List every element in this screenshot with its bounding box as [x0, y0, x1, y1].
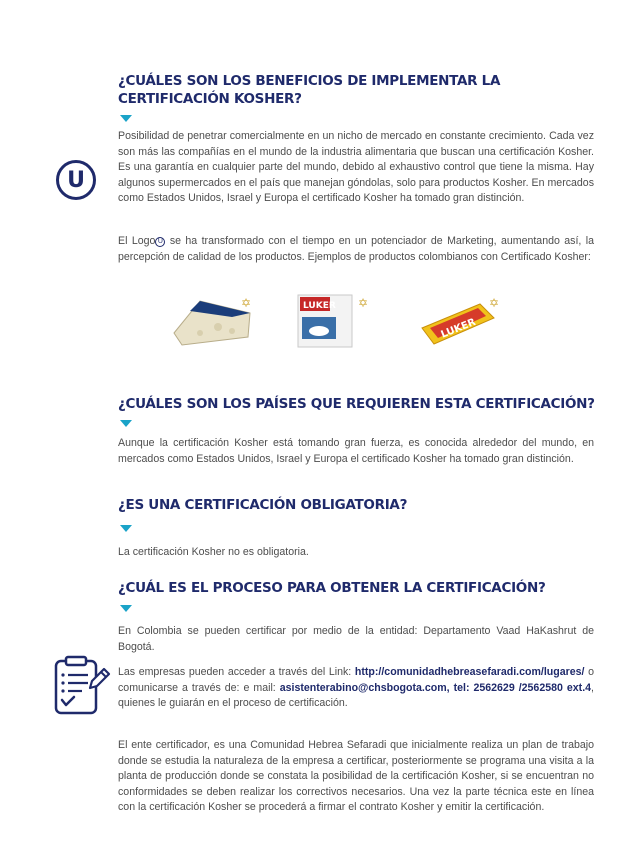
section3-paragraph: La certificación Kosher no es obligatoria. [118, 546, 309, 558]
chevron-down-icon [120, 420, 132, 427]
section2-paragraph: Aunque la certificación Kosher está tomando gran fuerza, es conocida alrededor del mundo, en mercados como Estados Unidos, Israel y Europa el certificado Kosher ha tomado gran distinción. [118, 437, 594, 465]
section1-title-line1: ¿CUÁLES SON LOS BENEFICIOS DE IMPLEMENTAR LA [118, 73, 501, 89]
section1-paragraph2: El Logo U se ha transformado con el tiempo en un potenciador de Marketing, aumentando así, la percepción de calidad de los productos. Ejemplos de productos colombianos con Certificado Kosher: [118, 235, 595, 263]
comunidad-link[interactable]: http://comunidadhebreasefaradi.com/lugares/ [354, 666, 585, 678]
star-of-david-icon: ✡ [358, 296, 369, 310]
section4-paragraph1: En Colombia se pueden certificar por medio de la entidad: Departamento Vaad HaKashrut de Bogotá. [118, 625, 594, 653]
section2-title: ¿CUÁLES SON LOS PAÍSES QUE REQUIEREN ESTA CERTIFICACIÓN? [118, 396, 595, 412]
section4-paragraph2: Las empresas pueden acceder a través del Link: http://comunidadhebreasefaradi.com/lugares/ o comunicarse a través de: e mail: asistenterabino@chsbogota.com, tel: 2562629 /2562580 ext.4, quienes le guiarán en el proceso de certificación. [118, 666, 595, 710]
section1-paragraph1: Posibilidad de penetrar comercialmente en un nicho de mercado en constante crecimiento. Cada vez son más las compañías en el mundo de la industria alimentaria que buscan una certificación Kosher. Es una garantía en cualquier parte del mundo, debido al exhaustivo control que tiene la misma. Hay algunos supermercados en el país que manejan góndolas, solo para productos Kosher. En mercados como Estados Unidos, Israel y Europa el certificado Kosher ha tomado gran distinción. [118, 130, 594, 205]
chevron-down-icon [120, 525, 132, 532]
product-luker-bar-label: LUKER [439, 316, 478, 341]
product-image-luker-bar [420, 298, 496, 348]
kosher-logo-icon: U [155, 237, 165, 247]
chevron-down-icon [120, 605, 132, 612]
section3-title: ¿ES UNA CERTIFICACIÓN OBLIGATORIA? [118, 497, 408, 513]
product-luker-label: LUKER [303, 301, 336, 311]
kosher-u-icon: U [56, 160, 96, 200]
chevron-down-icon [120, 115, 132, 122]
product-image-luker-box [292, 293, 358, 349]
section4-title: ¿CUÁL ES EL PROCESO PARA OBTENER LA CERTIFICACIÓN? [118, 580, 546, 596]
star-of-david-icon: ✡ [241, 296, 252, 310]
contact-email: asistenterabino@chsbogota.com, tel: 2562629 /2562580 ext.4 [279, 681, 592, 694]
star-of-david-icon: ✡ [489, 296, 500, 310]
section1-title-line2: CERTIFICACIÓN KOSHER? [118, 91, 302, 107]
section4-paragraph3: El ente certificador, es una Comunidad Hebrea Sefaradi que inicialmente realiza un plan de trabajo donde se estudia la naturaleza de la empresa a certificar, posteriormente se programa una visita a la planta de producción donde se constata la posibilidad de la certificación Kosher, si se encuentran no conformidades se deben realizar los correctivos necesarios. Una vez la parte técnica este en línea con la certificación Kosher se procederá a firmar el contrato Kosher y emitir la certificación. [118, 739, 594, 814]
clipboard-checklist-icon [52, 655, 112, 717]
